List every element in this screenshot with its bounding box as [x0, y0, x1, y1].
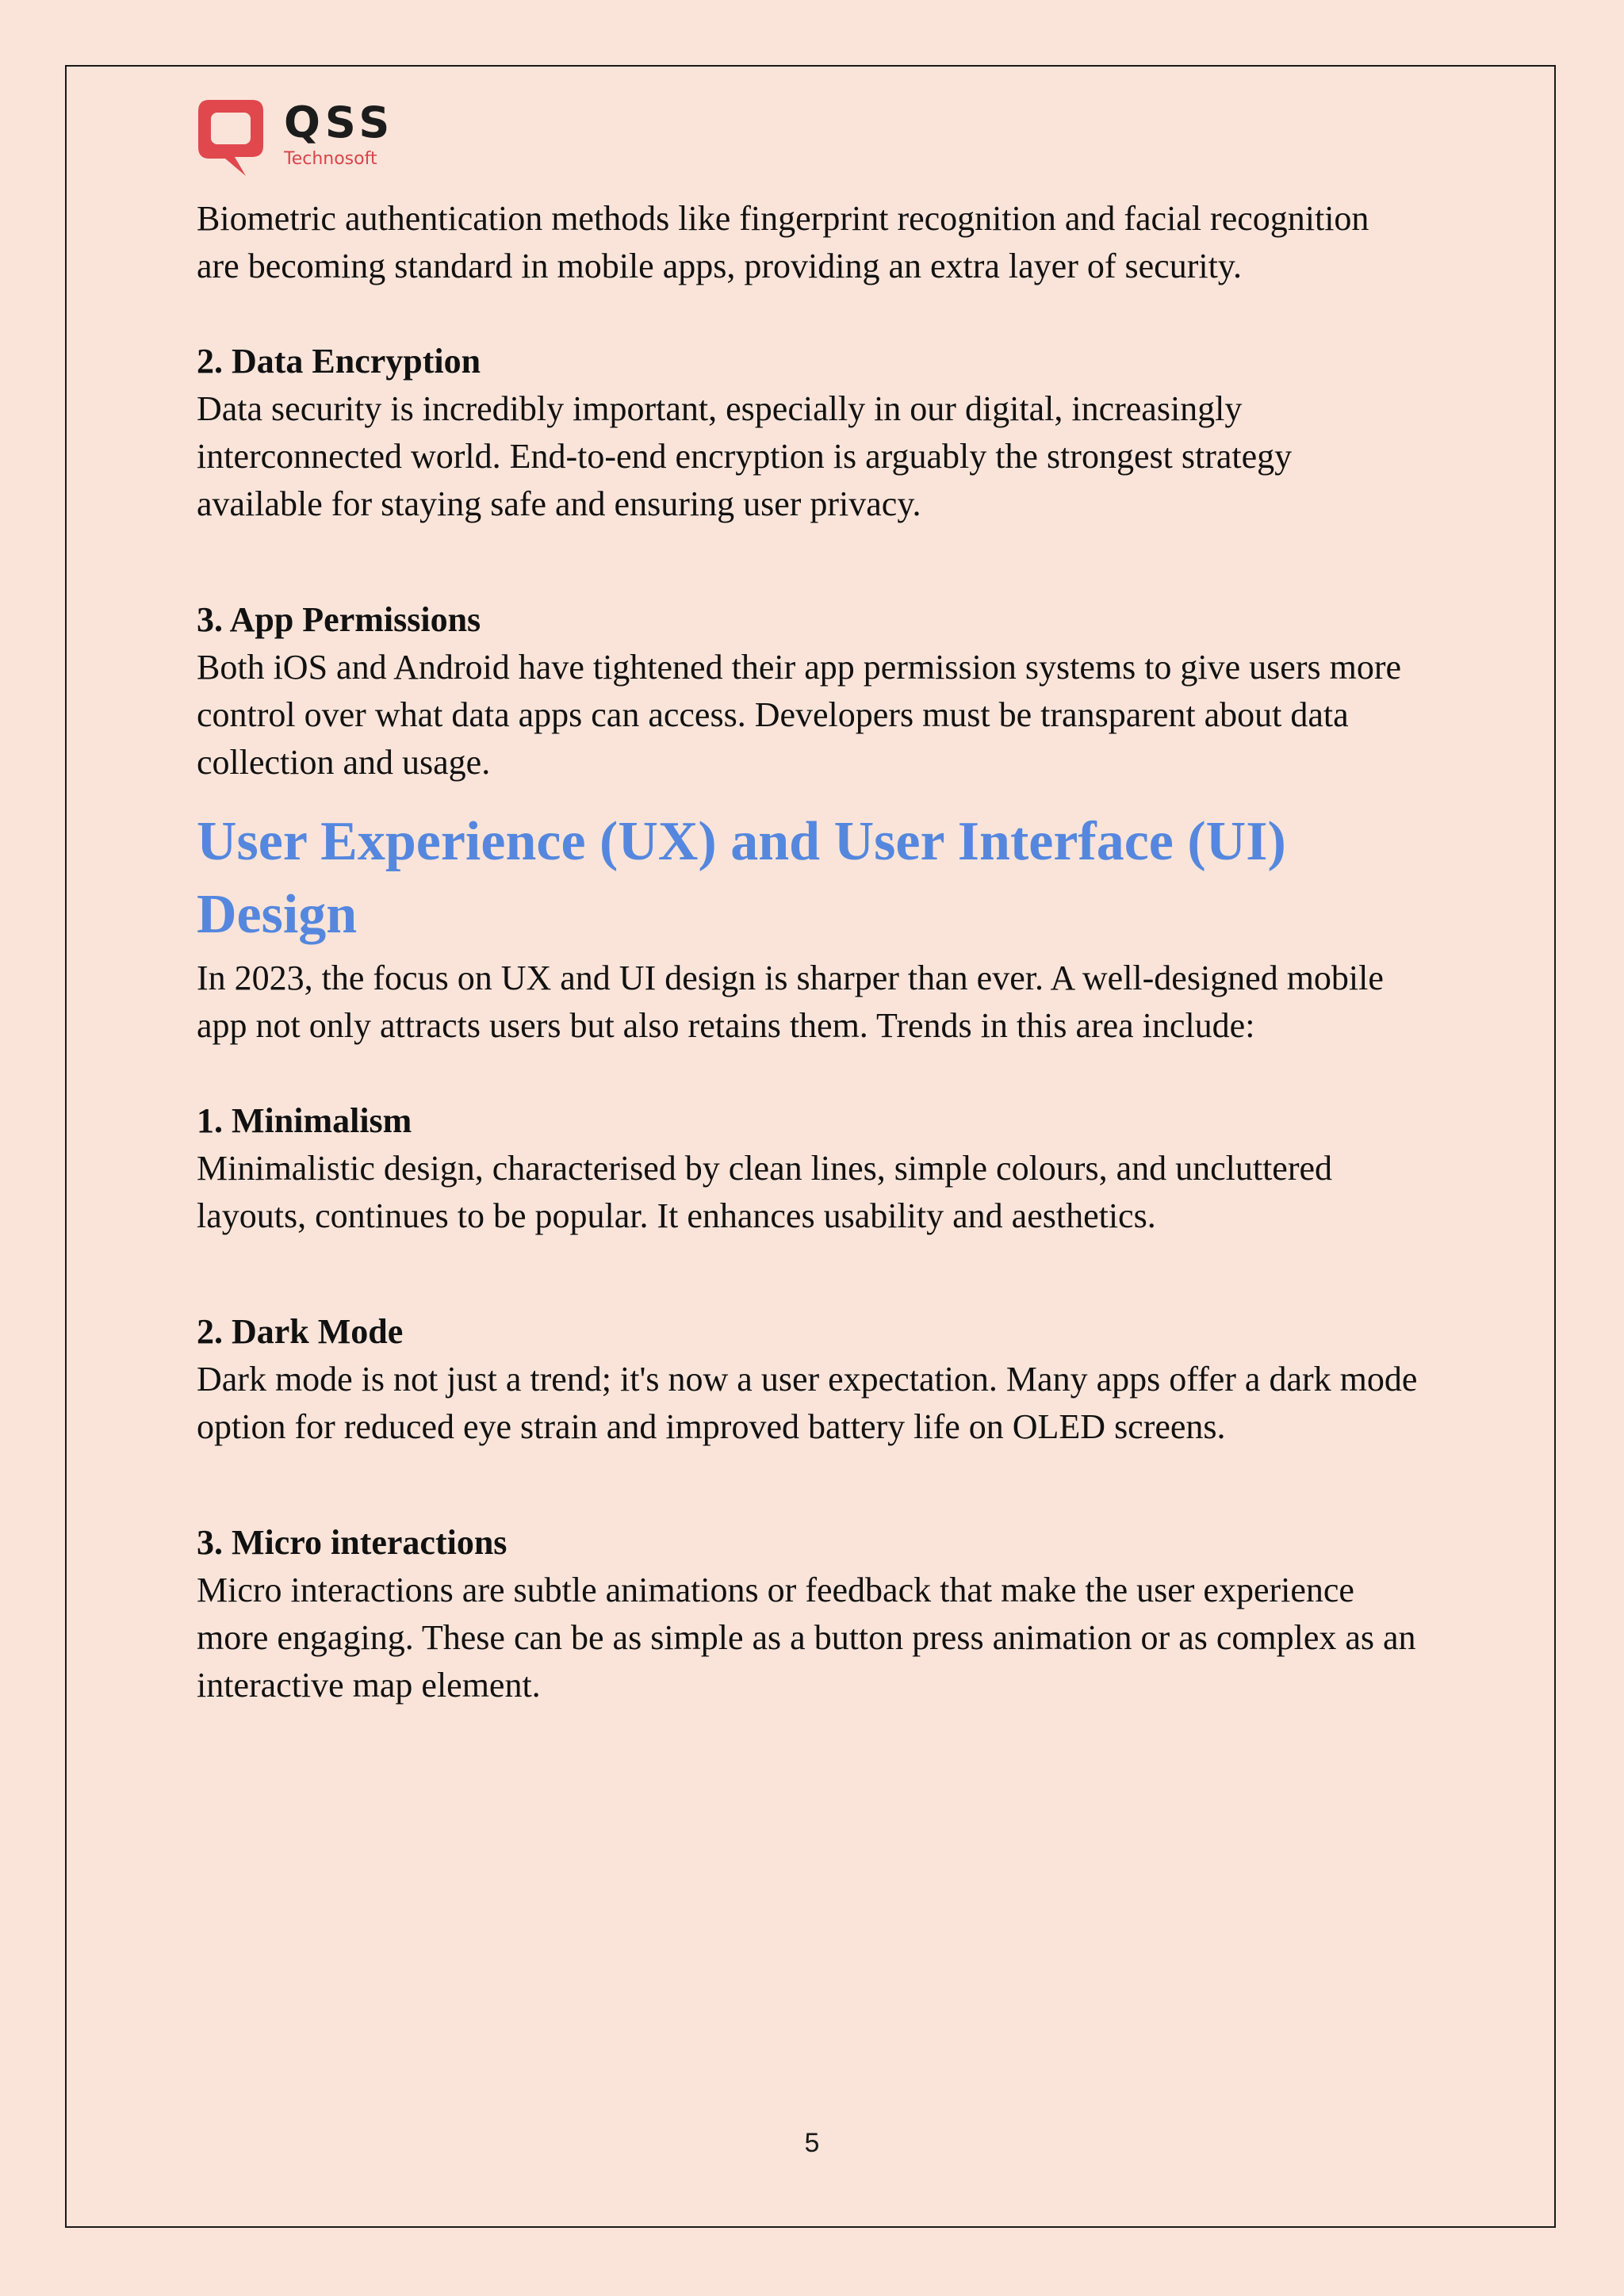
- intro-paragraph: Biometric authentication methods like fingerprint recognition and facial recognition are becoming standard in mobile apps, providing an extra layer of security.: [197, 199, 1369, 285]
- section-text-micro-interactions: Micro interactions are subtle animations or feedback that make the user experience more engaging. These can be as simple as a button press animation or as complex as an interactive map element.: [197, 1571, 1416, 1705]
- section-text-app-permissions: Both iOS and Android have tightened their app permission systems to give users more control over what data apps can access. Developers must be transparent about data collection and usage.: [197, 648, 1402, 782]
- section-text-data-encryption: Data security is incredibly important, especially in our digital, increasingly interconnected world. End-to-end encryption is arguably the strongest strategy available for staying safe and ensuring user privacy.: [197, 389, 1293, 523]
- logo-name: QSS: [284, 98, 395, 147]
- page-number: 5: [804, 2128, 820, 2158]
- logo-tagline: Technosoft: [284, 149, 377, 169]
- page-content: [197, 195, 1418, 1709]
- section-text-minimalism: Minimalistic design, characterised by clean lines, simple colours, and uncluttered layouts, continues to be popular. It enhances usability and aesthetics.: [197, 1149, 1333, 1235]
- qss-logo-icon: [195, 97, 266, 181]
- section-text-dark-mode: Dark mode is not just a trend; it's now a user expectation. Many apps offer a dark mode option for reduced eye strain and improved battery life on OLED screens.: [197, 1360, 1418, 1446]
- company-logo: [195, 97, 395, 181]
- ux-ui-heading: User Experience (UX) and User Interface (UI) Design: [197, 811, 1286, 945]
- section-title-minimalism: 1. Minimalism: [197, 1101, 412, 1140]
- section-title-app-permissions: 3. App Permissions: [197, 600, 481, 639]
- section-title-micro-interactions: 3. Micro interactions: [197, 1523, 508, 1562]
- section-title-data-encryption: 2. Data Encryption: [197, 342, 481, 381]
- ux-intro-paragraph: In 2023, the focus on UX and UI design is sharper than ever. A well-designed mobile app not only attracts users but also retains them. Trends in this area include:: [197, 959, 1384, 1045]
- section-title-dark-mode: 2. Dark Mode: [197, 1312, 404, 1351]
